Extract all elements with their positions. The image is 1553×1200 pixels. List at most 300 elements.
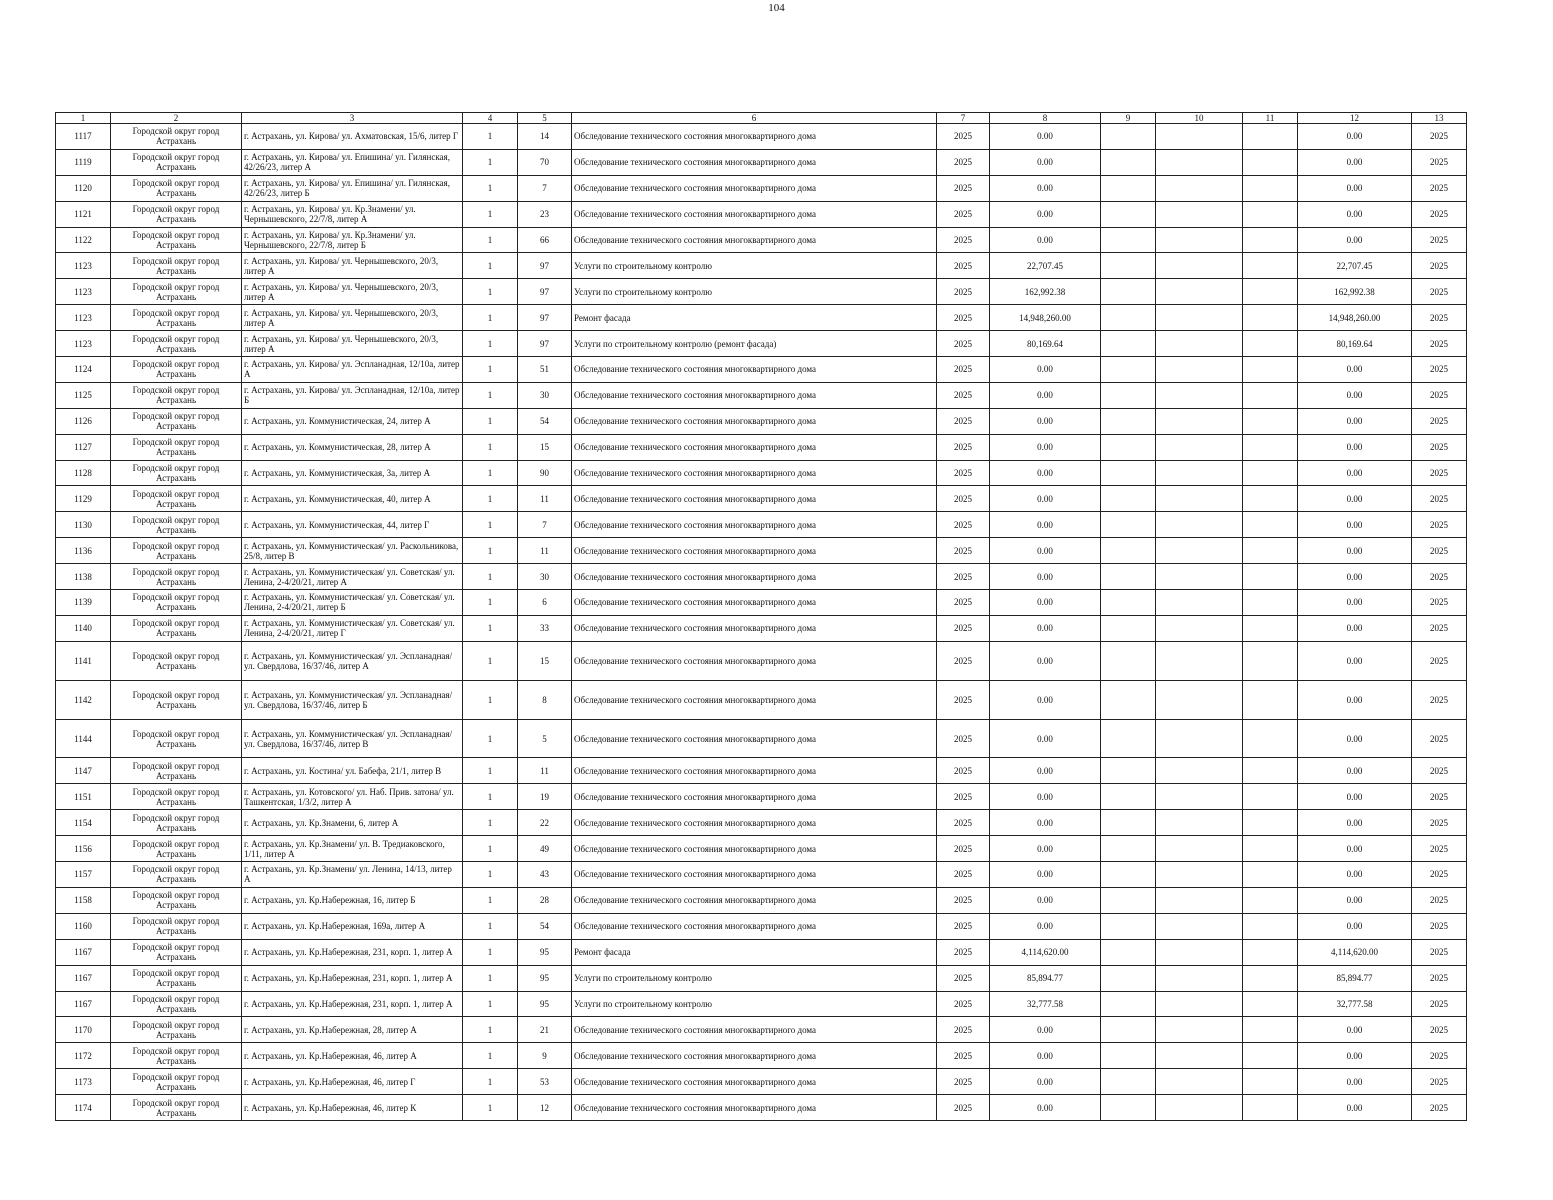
col5-cell: 70: [518, 149, 572, 175]
col9-cell: [1101, 408, 1156, 434]
row-number-cell: 1139: [56, 590, 111, 616]
col9-cell: [1101, 810, 1156, 836]
col10-cell: [1156, 939, 1243, 965]
municipality-cell: Городской округ город Астрахань: [111, 758, 242, 784]
address-cell: г. Астрахань, ул. Коммунистическая, 24, литер А: [242, 408, 463, 434]
row-number-cell: 1167: [56, 991, 111, 1017]
year-cell: 2025: [937, 279, 990, 305]
table-row: [56, 1017, 1467, 1043]
year-cell: 2025: [937, 1095, 990, 1121]
year-cell: 2025: [937, 810, 990, 836]
sum-cell: 162,992.38: [990, 279, 1101, 305]
col5-cell: 12: [518, 1095, 572, 1121]
col11-cell: [1243, 1043, 1298, 1069]
col4-cell: 1: [463, 201, 518, 227]
column-header: 6: [572, 113, 937, 124]
table-row: [56, 227, 1467, 253]
work-type-cell: Обследование технического состояния многоквартирного дома: [572, 615, 937, 641]
address-cell: г. Астрахань, ул. Кирова/ ул. Чернышевского, 20/3, литер А: [242, 305, 463, 331]
column-header: 5: [518, 113, 572, 124]
sum12-cell: 85,894.77: [1298, 965, 1412, 991]
col5-cell: 9: [518, 1043, 572, 1069]
municipality-cell: Городской округ город Астрахань: [111, 939, 242, 965]
sum12-cell: 0.00: [1298, 227, 1412, 253]
year13-cell: 2025: [1412, 810, 1467, 836]
work-type-cell: Ремонт фасада: [572, 305, 937, 331]
year-cell: 2025: [937, 486, 990, 512]
address-cell: г. Астрахань, ул. Кр.Набережная, 28, литер А: [242, 1017, 463, 1043]
year-cell: 2025: [937, 784, 990, 810]
col9-cell: [1101, 305, 1156, 331]
column-header: 9: [1101, 113, 1156, 124]
sum-cell: 0.00: [990, 1043, 1101, 1069]
col5-cell: 97: [518, 305, 572, 331]
col10-cell: [1156, 680, 1243, 719]
sum12-cell: 0.00: [1298, 538, 1412, 564]
work-type-cell: Услуги по строительному контролю (ремонт фасада): [572, 331, 937, 357]
table-row: [56, 719, 1467, 758]
row-number-cell: 1172: [56, 1043, 111, 1069]
col9-cell: [1101, 862, 1156, 888]
municipality-cell: Городской округ город Астрахань: [111, 124, 242, 150]
row-number-cell: 1138: [56, 564, 111, 590]
col4-cell: 1: [463, 434, 518, 460]
municipality-cell: Городской округ город Астрахань: [111, 201, 242, 227]
col11-cell: [1243, 784, 1298, 810]
year13-cell: 2025: [1412, 1095, 1467, 1121]
sum12-cell: 0.00: [1298, 810, 1412, 836]
col11-cell: [1243, 512, 1298, 538]
col9-cell: [1101, 357, 1156, 383]
address-cell: г. Астрахань, ул. Коммунистическая, 44, литер Г: [242, 512, 463, 538]
col5-cell: 30: [518, 564, 572, 590]
col4-cell: 1: [463, 784, 518, 810]
col9-cell: [1101, 680, 1156, 719]
year-cell: 2025: [937, 719, 990, 758]
col5-cell: 33: [518, 615, 572, 641]
municipality-cell: Городской округ город Астрахань: [111, 1069, 242, 1095]
col11-cell: [1243, 1069, 1298, 1095]
year-cell: 2025: [937, 382, 990, 408]
sum-cell: 0.00: [990, 564, 1101, 590]
col11-cell: [1243, 680, 1298, 719]
year13-cell: 2025: [1412, 641, 1467, 680]
col10-cell: [1156, 201, 1243, 227]
col4-cell: 1: [463, 913, 518, 939]
municipality-cell: Городской округ город Астрахань: [111, 460, 242, 486]
col5-cell: 30: [518, 382, 572, 408]
sum-cell: 0.00: [990, 175, 1101, 201]
col4-cell: 1: [463, 965, 518, 991]
work-type-cell: Обследование технического состояния многоквартирного дома: [572, 512, 937, 538]
col4-cell: 1: [463, 758, 518, 784]
col11-cell: [1243, 887, 1298, 913]
col4-cell: 1: [463, 538, 518, 564]
sum-cell: 80,169.64: [990, 331, 1101, 357]
address-cell: г. Астрахань, ул. Коммунистическая/ ул. Советская/ ул. Ленина, 2-4/20/21, литер А: [242, 564, 463, 590]
work-type-cell: Обследование технического состояния многоквартирного дома: [572, 382, 937, 408]
address-cell: г. Астрахань, ул. Кр.Набережная, 231, корп. 1, литер А: [242, 939, 463, 965]
col10-cell: [1156, 149, 1243, 175]
col10-cell: [1156, 758, 1243, 784]
col11-cell: [1243, 124, 1298, 150]
col11-cell: [1243, 991, 1298, 1017]
sum-cell: 0.00: [990, 836, 1101, 862]
col5-cell: 6: [518, 590, 572, 616]
col9-cell: [1101, 991, 1156, 1017]
address-cell: г. Астрахань, ул. Кирова/ ул. Чернышевского, 20/3, литер А: [242, 253, 463, 279]
col5-cell: 15: [518, 641, 572, 680]
table-body: [56, 124, 1467, 1121]
address-cell: г. Астрахань, ул. Коммунистическая/ ул. Советская/ ул. Ленина, 2-4/20/21, литер Г: [242, 615, 463, 641]
table-row: [56, 357, 1467, 383]
row-number-cell: 1123: [56, 331, 111, 357]
table-row: [56, 836, 1467, 862]
municipality-cell: Городской округ город Астрахань: [111, 680, 242, 719]
col5-cell: 54: [518, 408, 572, 434]
col10-cell: [1156, 279, 1243, 305]
year13-cell: 2025: [1412, 913, 1467, 939]
sum-cell: 0.00: [990, 408, 1101, 434]
table-row: [56, 1043, 1467, 1069]
year-cell: 2025: [937, 175, 990, 201]
row-number-cell: 1126: [56, 408, 111, 434]
municipality-cell: Городской округ город Астрахань: [111, 641, 242, 680]
sum12-cell: 0.00: [1298, 124, 1412, 150]
col4-cell: 1: [463, 512, 518, 538]
table-row: [56, 1095, 1467, 1121]
sum12-cell: 0.00: [1298, 357, 1412, 383]
year-cell: 2025: [937, 331, 990, 357]
work-type-cell: Обследование технического состояния многоквартирного дома: [572, 538, 937, 564]
table-row: [56, 758, 1467, 784]
col4-cell: 1: [463, 460, 518, 486]
col5-cell: 97: [518, 253, 572, 279]
year-cell: 2025: [937, 460, 990, 486]
address-cell: г. Астрахань, ул. Коммунистическая/ ул. Раскольникова, 25/8, литер В: [242, 538, 463, 564]
work-type-cell: Обследование технического состояния многоквартирного дома: [572, 758, 937, 784]
col9-cell: [1101, 124, 1156, 150]
year-cell: 2025: [937, 615, 990, 641]
municipality-cell: Городской округ город Астрахань: [111, 227, 242, 253]
sum12-cell: 0.00: [1298, 460, 1412, 486]
year-cell: 2025: [937, 149, 990, 175]
col4-cell: 1: [463, 408, 518, 434]
table-row: [56, 253, 1467, 279]
work-type-cell: Услуги по строительному контролю: [572, 965, 937, 991]
work-type-cell: Обследование технического состояния многоквартирного дома: [572, 784, 937, 810]
col10-cell: [1156, 486, 1243, 512]
address-cell: г. Астрахань, ул. Кирова/ ул. Кр.Знамени/ ул. Чернышевского, 22/7/8, литер Б: [242, 227, 463, 253]
year13-cell: 2025: [1412, 590, 1467, 616]
municipality-cell: Городской округ город Астрахань: [111, 149, 242, 175]
table-row: [56, 331, 1467, 357]
col4-cell: 1: [463, 1017, 518, 1043]
row-number-cell: 1142: [56, 680, 111, 719]
row-number-cell: 1130: [56, 512, 111, 538]
row-number-cell: 1129: [56, 486, 111, 512]
column-header: 10: [1156, 113, 1243, 124]
table-row: [56, 408, 1467, 434]
year-cell: 2025: [937, 564, 990, 590]
col4-cell: 1: [463, 810, 518, 836]
col5-cell: 11: [518, 486, 572, 512]
col4-cell: 1: [463, 564, 518, 590]
col9-cell: [1101, 615, 1156, 641]
row-number-cell: 1136: [56, 538, 111, 564]
col5-cell: 8: [518, 680, 572, 719]
col5-cell: 22: [518, 810, 572, 836]
sum12-cell: 0.00: [1298, 862, 1412, 888]
year13-cell: 2025: [1412, 991, 1467, 1017]
col4-cell: 1: [463, 641, 518, 680]
col4-cell: 1: [463, 887, 518, 913]
municipality-cell: Городской округ город Астрахань: [111, 538, 242, 564]
address-cell: г. Астрахань, ул. Коммунистическая, 28, литер А: [242, 434, 463, 460]
column-header: 3: [242, 113, 463, 124]
sum-cell: 0.00: [990, 201, 1101, 227]
work-type-cell: Обследование технического состояния многоквартирного дома: [572, 201, 937, 227]
col5-cell: 5: [518, 719, 572, 758]
work-type-cell: Обследование технического состояния многоквартирного дома: [572, 836, 937, 862]
sum12-cell: 0.00: [1298, 615, 1412, 641]
sum12-cell: 0.00: [1298, 758, 1412, 784]
year13-cell: 2025: [1412, 512, 1467, 538]
table-row: [56, 641, 1467, 680]
col4-cell: 1: [463, 486, 518, 512]
work-type-cell: Обследование технического состояния многоквартирного дома: [572, 719, 937, 758]
register-table: [55, 112, 1467, 1121]
col11-cell: [1243, 1017, 1298, 1043]
sum-cell: 0.00: [990, 784, 1101, 810]
col9-cell: [1101, 175, 1156, 201]
table-row: [56, 615, 1467, 641]
sum12-cell: 0.00: [1298, 149, 1412, 175]
col11-cell: [1243, 382, 1298, 408]
col11-cell: [1243, 810, 1298, 836]
col4-cell: 1: [463, 305, 518, 331]
col11-cell: [1243, 758, 1298, 784]
col4-cell: 1: [463, 331, 518, 357]
year-cell: 2025: [937, 590, 990, 616]
sum12-cell: 0.00: [1298, 512, 1412, 538]
work-type-cell: Обследование технического состояния многоквартирного дома: [572, 641, 937, 680]
col4-cell: 1: [463, 615, 518, 641]
col11-cell: [1243, 408, 1298, 434]
col11-cell: [1243, 564, 1298, 590]
column-header: 7: [937, 113, 990, 124]
col9-cell: [1101, 1017, 1156, 1043]
col9-cell: [1101, 149, 1156, 175]
col10-cell: [1156, 615, 1243, 641]
col9-cell: [1101, 201, 1156, 227]
col5-cell: 11: [518, 758, 572, 784]
col4-cell: 1: [463, 253, 518, 279]
col9-cell: [1101, 486, 1156, 512]
col11-cell: [1243, 1095, 1298, 1121]
year13-cell: 2025: [1412, 615, 1467, 641]
col4-cell: 1: [463, 175, 518, 201]
address-cell: г. Астрахань, ул. Кирова/ ул. Эспланадная, 12/10а, литер А: [242, 357, 463, 383]
row-number-cell: 1117: [56, 124, 111, 150]
address-cell: г. Астрахань, ул. Кр.Знамени/ ул. Ленина, 14/13, литер А: [242, 862, 463, 888]
municipality-cell: Городской округ город Астрахань: [111, 357, 242, 383]
work-type-cell: Обследование технического состояния многоквартирного дома: [572, 124, 937, 150]
address-cell: г. Астрахань, ул. Кр.Набережная, 46, литер А: [242, 1043, 463, 1069]
year13-cell: 2025: [1412, 862, 1467, 888]
municipality-cell: Городской округ город Астрахань: [111, 175, 242, 201]
sum12-cell: 0.00: [1298, 408, 1412, 434]
year13-cell: 2025: [1412, 887, 1467, 913]
table-row: [56, 564, 1467, 590]
col9-cell: [1101, 965, 1156, 991]
col10-cell: [1156, 331, 1243, 357]
col5-cell: 90: [518, 460, 572, 486]
col11-cell: [1243, 460, 1298, 486]
col10-cell: [1156, 305, 1243, 331]
work-type-cell: Обследование технического состояния многоквартирного дома: [572, 175, 937, 201]
municipality-cell: Городской округ город Астрахань: [111, 564, 242, 590]
sum-cell: 14,948,260.00: [990, 305, 1101, 331]
sum12-cell: 162,992.38: [1298, 279, 1412, 305]
year-cell: 2025: [937, 408, 990, 434]
sum12-cell: 0.00: [1298, 913, 1412, 939]
year13-cell: 2025: [1412, 1017, 1467, 1043]
col5-cell: 54: [518, 913, 572, 939]
col9-cell: [1101, 512, 1156, 538]
year-cell: 2025: [937, 1017, 990, 1043]
address-cell: г. Астрахань, ул. Кирова/ ул. Ахматовская, 15/6, литер Г: [242, 124, 463, 150]
table-row: [56, 913, 1467, 939]
row-number-cell: 1123: [56, 279, 111, 305]
sum12-cell: 0.00: [1298, 1069, 1412, 1095]
sum-cell: 0.00: [990, 227, 1101, 253]
municipality-cell: Городской округ город Астрахань: [111, 590, 242, 616]
sum12-cell: 0.00: [1298, 641, 1412, 680]
col11-cell: [1243, 939, 1298, 965]
row-number-cell: 1144: [56, 719, 111, 758]
year13-cell: 2025: [1412, 434, 1467, 460]
sum-cell: 4,114,620.00: [990, 939, 1101, 965]
sum-cell: 0.00: [990, 641, 1101, 680]
col5-cell: 49: [518, 836, 572, 862]
municipality-cell: Городской округ город Астрахань: [111, 434, 242, 460]
year13-cell: 2025: [1412, 460, 1467, 486]
sum-cell: 0.00: [990, 810, 1101, 836]
col9-cell: [1101, 590, 1156, 616]
address-cell: г. Астрахань, ул. Коммунистическая/ ул. Эспланадная/ ул. Свердлова, 16/37/46, литер Б: [242, 680, 463, 719]
col10-cell: [1156, 564, 1243, 590]
municipality-cell: Городской округ город Астрахань: [111, 991, 242, 1017]
col9-cell: [1101, 1095, 1156, 1121]
address-cell: г. Астрахань, ул. Кр.Набережная, 16, литер Б: [242, 887, 463, 913]
table-row: [56, 939, 1467, 965]
col11-cell: [1243, 175, 1298, 201]
year-cell: 2025: [937, 758, 990, 784]
work-type-cell: Обследование технического состояния многоквартирного дома: [572, 590, 937, 616]
col9-cell: [1101, 887, 1156, 913]
year13-cell: 2025: [1412, 124, 1467, 150]
year13-cell: 2025: [1412, 965, 1467, 991]
year13-cell: 2025: [1412, 279, 1467, 305]
work-type-cell: Услуги по строительному контролю: [572, 279, 937, 305]
col4-cell: 1: [463, 836, 518, 862]
address-cell: г. Астрахань, ул. Кр.Набережная, 46, литер Г: [242, 1069, 463, 1095]
address-cell: г. Астрахань, ул. Кр.Знамени, 6, литер А: [242, 810, 463, 836]
col10-cell: [1156, 175, 1243, 201]
year13-cell: 2025: [1412, 227, 1467, 253]
address-cell: г. Астрахань, ул. Кр.Знамени/ ул. В. Тредиаковского, 1/11, литер А: [242, 836, 463, 862]
row-number-cell: 1167: [56, 965, 111, 991]
address-cell: г. Астрахань, ул. Коммунистическая, 40, литер А: [242, 486, 463, 512]
col4-cell: 1: [463, 382, 518, 408]
col11-cell: [1243, 357, 1298, 383]
col9-cell: [1101, 758, 1156, 784]
col9-cell: [1101, 1043, 1156, 1069]
sum-cell: 0.00: [990, 590, 1101, 616]
address-cell: г. Астрахань, ул. Коммунистическая/ ул. Эспланадная/ ул. Свердлова, 16/37/46, литер А: [242, 641, 463, 680]
table-row: [56, 1069, 1467, 1095]
row-number-cell: 1125: [56, 382, 111, 408]
column-header: 11: [1243, 113, 1298, 124]
col11-cell: [1243, 486, 1298, 512]
col10-cell: [1156, 357, 1243, 383]
col10-cell: [1156, 1017, 1243, 1043]
col5-cell: 51: [518, 357, 572, 383]
col11-cell: [1243, 227, 1298, 253]
year-cell: 2025: [937, 641, 990, 680]
row-number-cell: 1120: [56, 175, 111, 201]
sum12-cell: 80,169.64: [1298, 331, 1412, 357]
col10-cell: [1156, 1095, 1243, 1121]
row-number-cell: 1124: [56, 357, 111, 383]
col9-cell: [1101, 434, 1156, 460]
col11-cell: [1243, 862, 1298, 888]
year-cell: 2025: [937, 253, 990, 279]
table-row: [56, 538, 1467, 564]
column-header: 2: [111, 113, 242, 124]
sum12-cell: 0.00: [1298, 1017, 1412, 1043]
col4-cell: 1: [463, 1095, 518, 1121]
table-row: [56, 862, 1467, 888]
col9-cell: [1101, 253, 1156, 279]
municipality-cell: Городской округ город Астрахань: [111, 331, 242, 357]
work-type-cell: Обследование технического состояния многоквартирного дома: [572, 357, 937, 383]
sum12-cell: 0.00: [1298, 1095, 1412, 1121]
sum-cell: 0.00: [990, 1017, 1101, 1043]
col4-cell: 1: [463, 680, 518, 719]
sum-cell: 0.00: [990, 512, 1101, 538]
sum-cell: 0.00: [990, 1069, 1101, 1095]
row-number-cell: 1141: [56, 641, 111, 680]
col11-cell: [1243, 279, 1298, 305]
year-cell: 2025: [937, 680, 990, 719]
col9-cell: [1101, 331, 1156, 357]
year13-cell: 2025: [1412, 836, 1467, 862]
row-number-cell: 1154: [56, 810, 111, 836]
year13-cell: 2025: [1412, 1069, 1467, 1095]
year13-cell: 2025: [1412, 331, 1467, 357]
row-number-cell: 1170: [56, 1017, 111, 1043]
column-number-row: [56, 113, 1467, 124]
table-row: [56, 991, 1467, 1017]
row-number-cell: 1123: [56, 305, 111, 331]
sum12-cell: 22,707.45: [1298, 253, 1412, 279]
work-type-cell: Обследование технического состояния многоквартирного дома: [572, 434, 937, 460]
year13-cell: 2025: [1412, 382, 1467, 408]
sum12-cell: 0.00: [1298, 719, 1412, 758]
column-header: 8: [990, 113, 1101, 124]
